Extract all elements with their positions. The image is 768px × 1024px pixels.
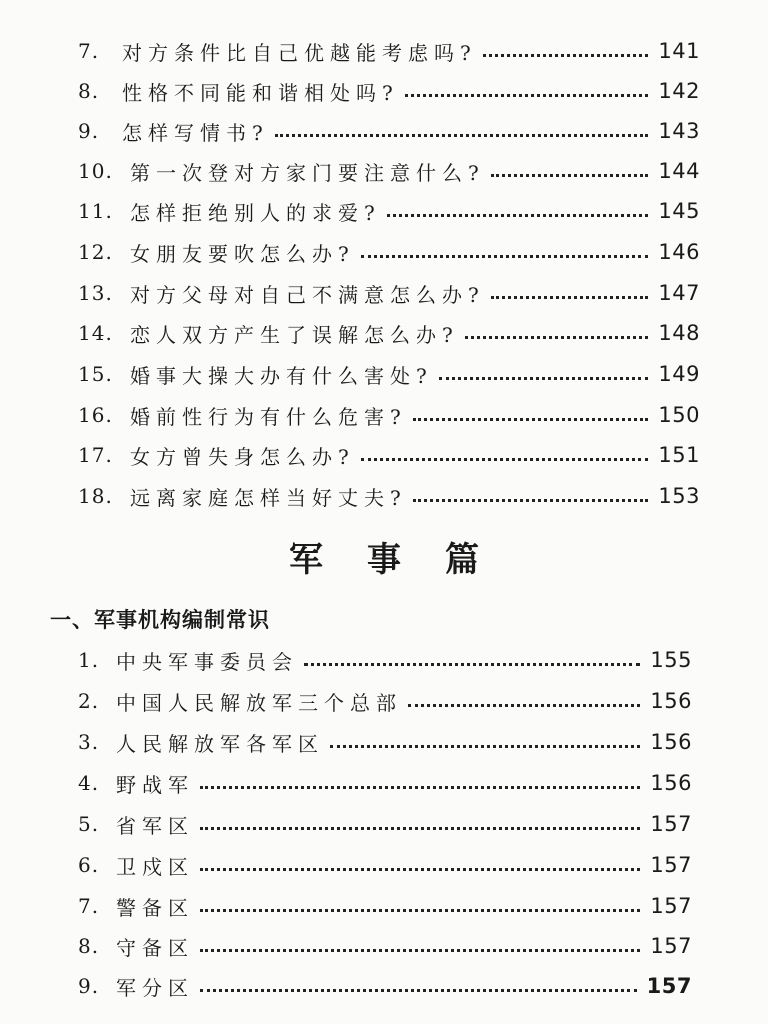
- entry-number: 12.: [78, 240, 113, 264]
- entry-page-number: 157: [650, 934, 692, 958]
- toc-entry: [78, 727, 692, 757]
- entry-page-number: 156: [650, 771, 692, 795]
- dot-leader: [330, 745, 640, 748]
- dot-leader: [304, 663, 640, 666]
- entry-title: 守备区: [116, 935, 194, 960]
- entry-number: 16.: [78, 403, 113, 427]
- entry-title: 怎样拒绝别人的求爱?: [130, 200, 381, 225]
- entry-page-number: 156: [650, 689, 692, 713]
- toc-entry: [78, 481, 700, 511]
- entry-title: 对方条件比自己优越能考虑吗?: [122, 40, 477, 65]
- entry-page-number: 157: [650, 894, 692, 918]
- toc-entry: [78, 768, 692, 798]
- toc-entry: [78, 891, 692, 921]
- entry-page-number: 157: [650, 812, 692, 836]
- entry-page-number: 143: [658, 119, 700, 143]
- entry-page-number: 148: [658, 321, 700, 345]
- entry-title: 省军区: [116, 813, 194, 838]
- toc-entry: [78, 931, 692, 961]
- dot-leader: [200, 909, 640, 912]
- dot-leader: [491, 296, 649, 299]
- dot-leader: [491, 174, 649, 177]
- entry-number: 2.: [78, 689, 100, 713]
- dot-leader: [200, 786, 640, 789]
- toc-entry: [78, 645, 692, 675]
- entry-page-number: 145: [658, 199, 700, 223]
- toc-entry: [78, 809, 692, 839]
- toc-entry: [78, 36, 700, 66]
- entry-title: 中央军事委员会: [116, 649, 298, 674]
- entry-number: 18.: [78, 484, 113, 508]
- dot-leader: [200, 989, 637, 992]
- dot-leader: [439, 377, 649, 380]
- dot-leader: [413, 499, 649, 502]
- dot-leader: [200, 949, 640, 952]
- entry-number: 7.: [78, 894, 100, 918]
- dot-leader: [483, 54, 649, 57]
- entry-title: 人民解放军各军区: [116, 731, 324, 756]
- entry-page-number: 155: [650, 648, 692, 672]
- entry-title: 野战军: [116, 772, 194, 797]
- entry-page-number: 142: [658, 79, 700, 103]
- entry-title: 军分区: [116, 975, 194, 1000]
- entry-number: 8.: [78, 79, 100, 103]
- dot-leader: [361, 255, 649, 258]
- entry-number: 8.: [78, 934, 100, 958]
- entry-page-number: 144: [658, 159, 700, 183]
- dot-leader: [275, 134, 649, 137]
- entry-page-number: 157: [650, 853, 692, 877]
- entry-number: 17.: [78, 443, 113, 467]
- toc-entry: [78, 278, 700, 308]
- entry-number: 15.: [78, 362, 113, 386]
- entry-title: 对方父母对自己不满意怎么办?: [130, 282, 485, 307]
- entry-number: 9.: [78, 974, 100, 998]
- toc-entry: [78, 400, 700, 430]
- entry-page-number: 147: [658, 281, 700, 305]
- toc-entry: [78, 196, 700, 226]
- dot-leader: [408, 704, 640, 707]
- entry-title: 婚前性行为有什么危害?: [130, 404, 407, 429]
- toc-entry: [78, 156, 700, 186]
- toc-entry: [78, 850, 692, 880]
- toc-entry: [78, 76, 700, 106]
- entry-title: 怎样写情书?: [122, 120, 269, 145]
- entry-number: 14.: [78, 321, 113, 345]
- toc-entry: [78, 318, 700, 348]
- entry-number: 4.: [78, 771, 100, 795]
- dot-leader: [387, 214, 649, 217]
- toc-entry: [78, 971, 692, 1001]
- entry-page-number: 146: [658, 240, 700, 264]
- entry-page-number: 151: [658, 443, 700, 467]
- subsection-heading: 一、军事机构编制常识: [50, 608, 270, 632]
- entry-title: 卫戍区: [116, 854, 194, 879]
- entry-title: 中国人民解放军三个总部: [116, 690, 402, 715]
- dot-leader: [405, 94, 649, 97]
- entry-title: 警备区: [116, 895, 194, 920]
- entry-number: 6.: [78, 853, 100, 877]
- entry-title: 恋人双方产生了误解怎么办?: [130, 322, 459, 347]
- entry-page-number: 150: [658, 403, 700, 427]
- toc-entry: [78, 359, 700, 389]
- entry-number: 11.: [78, 199, 113, 223]
- dot-leader: [200, 827, 640, 830]
- entry-title: 远离家庭怎样当好丈夫?: [130, 485, 407, 510]
- entry-number: 10.: [78, 159, 113, 183]
- toc-entry: [78, 237, 700, 267]
- dot-leader: [413, 418, 649, 421]
- entry-title: 性格不同能和谐相处吗?: [122, 80, 399, 105]
- section-heading: 军事篇: [289, 540, 523, 580]
- entry-title: 女方曾失身怎么办?: [130, 444, 355, 469]
- entry-number: 5.: [78, 812, 100, 836]
- entry-page-number: 153: [658, 484, 700, 508]
- entry-page-number: 157: [646, 974, 692, 998]
- toc-entry: [78, 686, 692, 716]
- entry-number: 3.: [78, 730, 100, 754]
- dot-leader: [465, 336, 649, 339]
- toc-entry: [78, 116, 700, 146]
- entry-title: 婚事大操大办有什么害处?: [130, 363, 433, 388]
- entry-page-number: 141: [658, 39, 700, 63]
- entry-page-number: 156: [650, 730, 692, 754]
- dot-leader: [200, 868, 640, 871]
- entry-page-number: 149: [658, 362, 700, 386]
- entry-number: 1.: [78, 648, 100, 672]
- entry-number: 13.: [78, 281, 113, 305]
- toc-entry: [78, 440, 700, 470]
- dot-leader: [361, 458, 649, 461]
- entry-title: 女朋友要吹怎么办?: [130, 241, 355, 266]
- entry-number: 7.: [78, 39, 100, 63]
- entry-number: 9.: [78, 119, 100, 143]
- entry-title: 第一次登对方家门要注意什么?: [130, 160, 485, 185]
